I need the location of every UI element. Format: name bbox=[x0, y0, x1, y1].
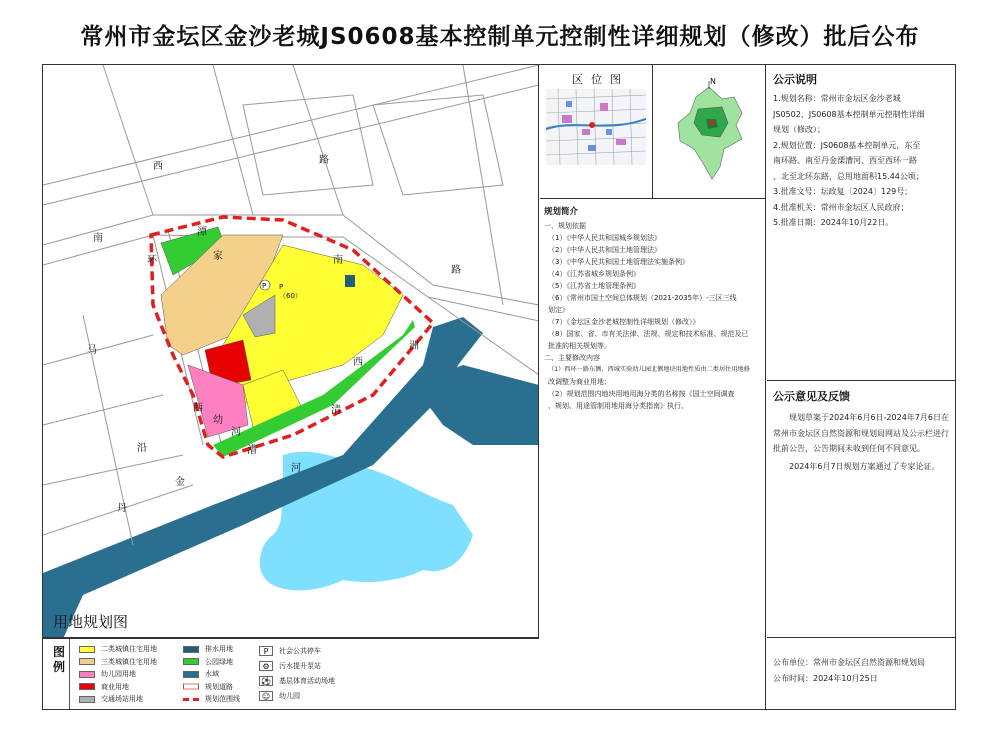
drainage-parcel bbox=[345, 275, 355, 287]
middle-panel bbox=[540, 65, 766, 709]
swatch bbox=[183, 646, 199, 653]
legend-item: 规划范围线 bbox=[183, 693, 240, 706]
road-label: 河 bbox=[231, 427, 241, 438]
notice-line: JS0502、JS0608基本控制单元控制性详细 bbox=[773, 109, 925, 119]
plan-line: （2）《中华人民共和国土地管理法》 bbox=[548, 246, 661, 254]
swatch bbox=[183, 671, 199, 678]
kindergarten-icon: ☺ bbox=[259, 691, 273, 701]
notice-line: 4.批准机关：常州市金坛区人民政府； bbox=[773, 202, 909, 212]
legend-item: 三类城镇住宅用地 bbox=[79, 656, 157, 669]
plan-line: （8）国家、省、市有关法律、法规、规定和技术标准、规范及已 bbox=[548, 330, 749, 338]
legend-item: 公园绿地 bbox=[183, 656, 240, 669]
city-location-map bbox=[546, 89, 646, 165]
legend-item: ⚙ 污水提升泵站 bbox=[259, 658, 335, 673]
feedback-head: 公示意见及反馈 bbox=[773, 390, 850, 403]
map-canvas bbox=[43, 65, 539, 639]
road-label: 环 bbox=[147, 255, 157, 266]
plan-line: （6）《常州市国土空间总体规划（2021-2035年）-三区三线 bbox=[548, 294, 737, 302]
feedback-paragraph: 2024年6月7日规划方案通过了专家论证。 bbox=[789, 461, 940, 471]
legend-item: 幼儿园用地 bbox=[79, 668, 157, 681]
notice-line: 规划（修改）； bbox=[773, 125, 825, 134]
road-label: 马 bbox=[87, 345, 97, 356]
notice-section bbox=[767, 65, 955, 381]
swatch bbox=[183, 698, 199, 701]
swatch bbox=[183, 683, 199, 690]
district-location-map bbox=[664, 79, 754, 189]
plan-line: （1）西环一路东侧、西城实验幼儿园北侧地块用地性质由二类居住用地修 bbox=[548, 366, 750, 373]
pump-station-icon: ⚙ bbox=[259, 661, 273, 671]
swatch bbox=[79, 671, 95, 678]
legend-item: 商业用地 bbox=[79, 681, 157, 694]
swatch bbox=[79, 683, 95, 690]
legend bbox=[43, 639, 539, 709]
notice-line: 、北至北环东路，总用地面积15.44公顷； bbox=[773, 171, 924, 181]
parking-glyph: P bbox=[262, 282, 267, 290]
publish-time: 公布时间：2024年10月25日 bbox=[773, 673, 878, 683]
legend-item: 水域 bbox=[183, 668, 240, 681]
road-label: 清 bbox=[331, 405, 341, 416]
legend-item: 二类城镇住宅用地 bbox=[79, 643, 157, 656]
plan-line: 、规划、用途管制用地用海分类指南》执行。 bbox=[548, 402, 688, 410]
notice-line: 2.规划位置：JS0608基本控制单元，东至 bbox=[773, 140, 921, 150]
plan-line: 二、主要修改内容 bbox=[544, 354, 600, 362]
notice-line: 1.规划名称：常州市金坛区金沙老城 bbox=[773, 94, 901, 103]
right-panel bbox=[767, 65, 955, 709]
plan-line: 改调整为商业用地； bbox=[548, 378, 611, 386]
notice-head: 公示说明 bbox=[773, 73, 817, 86]
divider bbox=[652, 65, 653, 199]
swatch bbox=[79, 646, 95, 653]
legend-item: ☺ 幼儿园 bbox=[259, 688, 335, 703]
road-label: 路 bbox=[319, 155, 329, 166]
swatch bbox=[183, 658, 199, 665]
plan-line: （3）《中华人民共和国土地管理法实施条例》 bbox=[548, 258, 689, 266]
road-label: 家 bbox=[213, 251, 223, 262]
road-label: 潭 bbox=[197, 227, 207, 238]
legend-col-1 bbox=[79, 643, 157, 706]
road-label: 沿 bbox=[137, 443, 147, 454]
publish-info bbox=[767, 655, 955, 686]
feedback-paragraph: 规划草案于2024年6月6日-2024年7月6日在常州市金坛区自然资源和规划局网站及公示栏进行批前公告，公告期间未收到任何不同意见。 bbox=[773, 413, 949, 453]
map-caption: 用地规划图 bbox=[53, 613, 129, 631]
road-label: 幼 bbox=[213, 415, 223, 426]
road-label: 金 bbox=[175, 477, 185, 488]
page-title: 常州市金坛区金沙老城JS0608基本控制单元控制性详细规划（修改）批后公布 bbox=[80, 24, 920, 50]
legend-col-2 bbox=[183, 643, 240, 706]
plan-line: （7）《金坛区金沙老城控制性详细规划（修改）》 bbox=[548, 318, 700, 326]
road-label: 南 bbox=[333, 255, 343, 266]
plan-line: 一、规划依据 bbox=[544, 222, 586, 230]
road-label: 洲 bbox=[409, 341, 419, 352]
plan-line: （2）规划范围内地块用地用海分类的名称按《国土空间调查 bbox=[548, 390, 735, 398]
legend-tag: 图例 bbox=[53, 645, 66, 674]
location-map-box bbox=[540, 65, 766, 199]
road-label: 河 bbox=[291, 463, 301, 474]
parking-icon: P bbox=[259, 646, 273, 656]
road-label: 西 bbox=[153, 161, 163, 172]
swatch bbox=[79, 696, 95, 703]
plan-line: （1）《中华人民共和国城乡规划法》 bbox=[548, 234, 661, 242]
legend-item: 排水用地 bbox=[183, 643, 240, 656]
notice-line: 3.批准文号：坛政复〔2024〕129号； bbox=[773, 187, 913, 196]
notice-board bbox=[42, 64, 956, 710]
sports-field-icon: ⚽ bbox=[259, 676, 273, 686]
land-use-map[interactable] bbox=[43, 65, 539, 639]
divider bbox=[69, 639, 70, 709]
parking-capacity-label: P（60） bbox=[279, 283, 302, 300]
location-map-title: 区位图 bbox=[572, 73, 629, 86]
legend-item: ⚽ 基层体育活动场地 bbox=[259, 673, 335, 688]
road-label: 南 bbox=[93, 233, 103, 244]
notice-line: 南环路、南至丹金溧漕河、西至西环一路 bbox=[773, 156, 917, 165]
legend-item: 交通场站用地 bbox=[79, 693, 157, 706]
plan-introduction bbox=[544, 205, 762, 412]
road-label: 丹 bbox=[117, 503, 127, 514]
legend-col-3 bbox=[259, 643, 335, 703]
legend-item: P 社会公共停车 bbox=[259, 643, 335, 658]
plan-line: 批准的相关规划等。 bbox=[548, 342, 611, 350]
notice-line: 5.批准日期：2024年10月22日。 bbox=[773, 218, 894, 227]
road-label: 路 bbox=[451, 265, 461, 276]
plan-intro-head: 规划简介 bbox=[544, 207, 579, 217]
plan-line: 划定》 bbox=[548, 306, 569, 314]
swatch bbox=[79, 658, 95, 665]
north-arrow: N bbox=[710, 77, 716, 86]
plan-line: （5）《江苏省土地管理条例》 bbox=[548, 282, 640, 290]
road-label: 西 bbox=[353, 357, 363, 368]
feedback-section bbox=[767, 382, 955, 638]
road-label: 漕 bbox=[247, 445, 257, 456]
publish-unit: 公布单位：常州市金坛区自然资源和规划局 bbox=[773, 658, 925, 667]
plan-line: （4）《江苏省城乡规划条例》 bbox=[548, 270, 640, 278]
legend-item: 规划道路 bbox=[183, 681, 240, 694]
road-label: 西 bbox=[193, 403, 203, 414]
map-labels bbox=[51, 67, 461, 514]
